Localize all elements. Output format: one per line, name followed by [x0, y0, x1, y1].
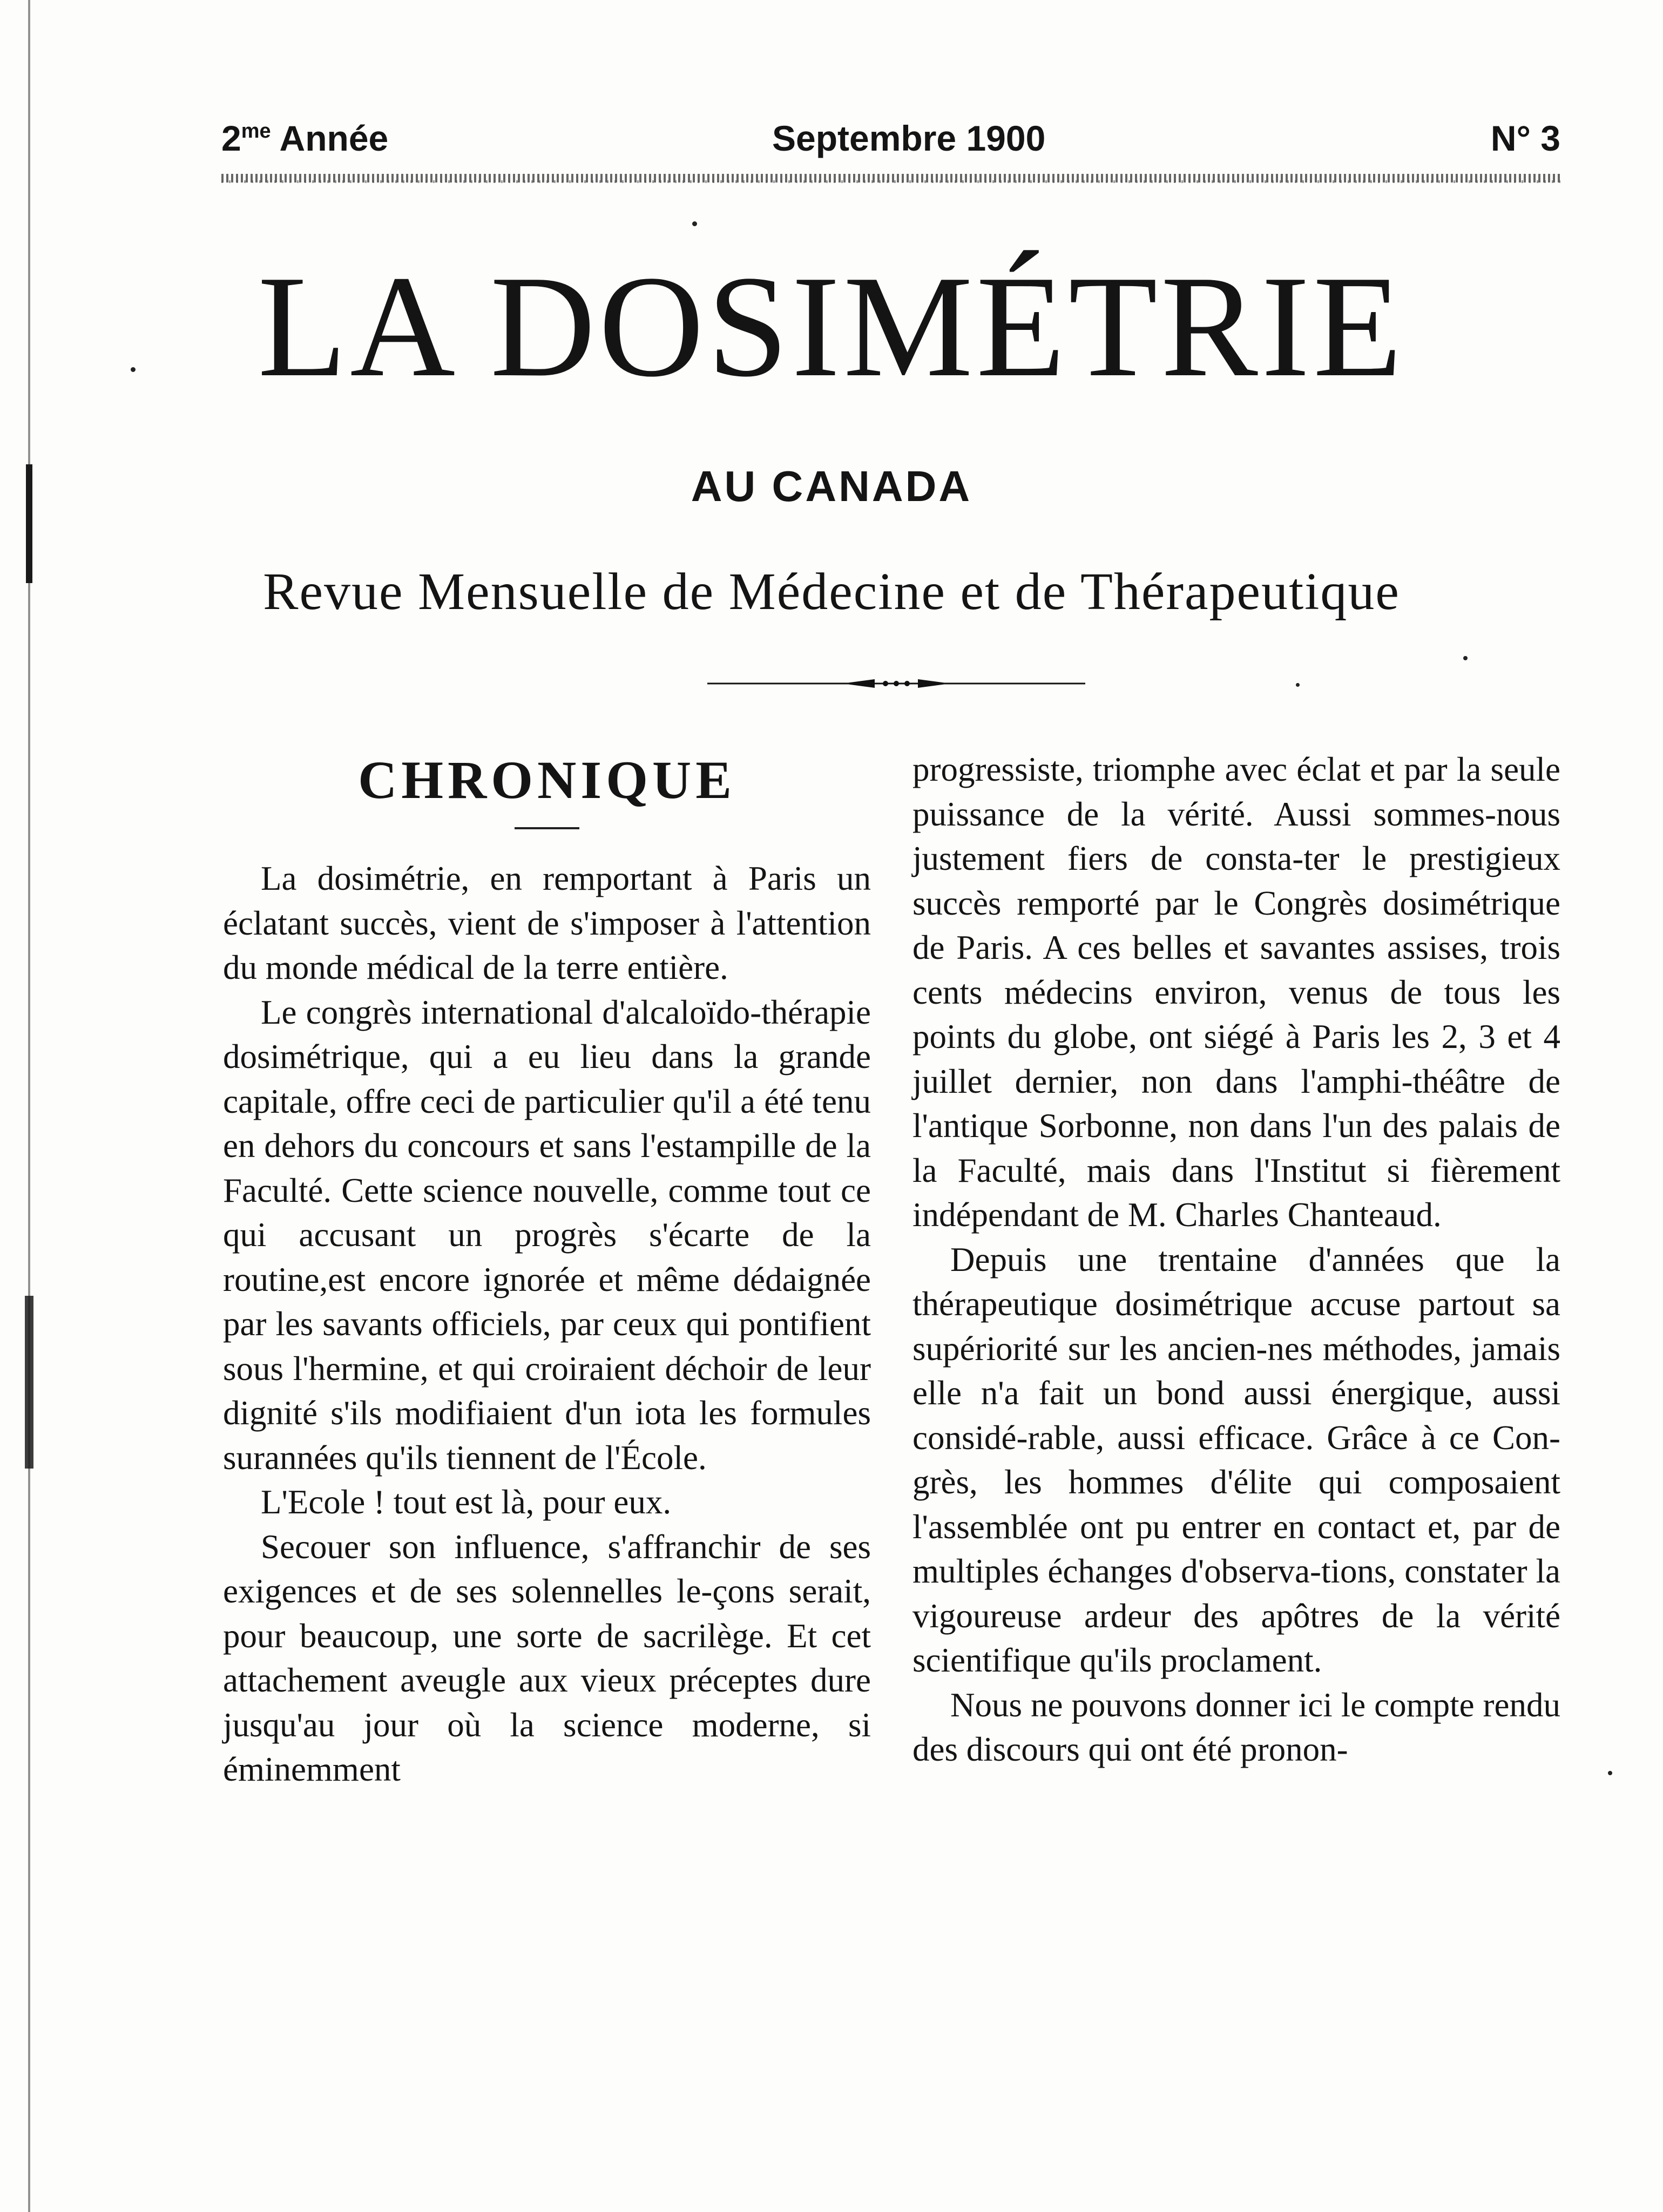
header-rule — [221, 180, 1560, 183]
paragraph: Depuis une trentaine d'années que la thérapeutique dosimétrique accuse partout sa supériorité sur les ancien-nes méthodes, jamais elle n'a fait un bond aussi énergique, aussi considé-rable, aussi efficace. Grâce à ce Con-grès, les hommes d'élite qui composaient l'assemblée ont pu entrer en contact et, par de multiples échanges d'observa-tions, constater la vigoureuse ardeur des apôtres de la vérité scientifique qu'ils proclament. — [912, 1240, 1560, 1679]
issue-date: Septembre 1900 — [772, 118, 1046, 158]
masthead-tagline: Revue Mensuelle de Médecine et de Thérapeutique — [263, 563, 1400, 621]
binding-mark — [25, 1296, 33, 1469]
paragraph: La dosimétrie, en remportant à Paris un éclatant succès, vient de s'imposer à l'attention du monde médical de la terre entière. — [223, 860, 871, 986]
paragraph: Nous ne pouvons donner ici le compte rendu des discours qui ont été pronon- — [912, 1686, 1560, 1768]
speck — [1608, 1771, 1612, 1775]
paragraph: L'Ecole ! tout est là, pour eux. — [261, 1483, 672, 1521]
ornament-divider — [707, 676, 1085, 691]
article-title: CHRONIQUE — [358, 750, 736, 810]
paragraph: Secouer son influence, s'affranchir de ses exigences et de ses solennelles le-çons serait, pour beaucoup, une sorte de sacrilège. Et cet attachement aveugle aux vieux préceptes dure jusqu'au jour où la science moderne, si éminemment — [223, 1527, 871, 1788]
article-column-right — [912, 747, 1560, 1772]
paragraph: progressiste, triomphe avec éclat et par la seule puissance de la vérité. Aussi sommes-nous justement fiers de consta-ter le prestigieux succès remporté par le Congrès dosimétrique de Paris. A ces belles et savantes assises, trois cents médecins environ, venus de tous les points du globe, ont siégé à Paris les 2, 3 et 4 juillet dernier, non dans l'amphi-théâtre de l'antique Sorbonne, non dans l'un des palais de la Faculté, mais dans l'Institut si fièrement indépendant de M. Charles Chanteaud. — [912, 750, 1560, 1234]
masthead-subtitle: AU CANADA — [691, 462, 972, 510]
masthead-title: LA DOSIMÉTRIE — [258, 246, 1405, 407]
issue-number: N° 3 — [1490, 118, 1560, 158]
article-column-left — [223, 745, 871, 1792]
title-rule — [515, 827, 579, 829]
speck — [1296, 683, 1300, 687]
paragraph: Le congrès international d'alcaloïdo-thérapie dosimétrique, qui a eu lieu dans la grande capitale, offre ceci de particulier qu'il a été tenu en dehors du concours et sans l'estampille de la Faculté. Cette science nouvelle, comme tout ce qui accusant un progrès s'écarte de la routine,est encore ignorée et même dédaignée par les savants officiels, par ceux qui pontifient sous l'hermine, et qui croiraient déchoir de leur dignité s'ils modifiaient d'un iota les formules surannées qu'ils tiennent de l'École. — [223, 993, 871, 1477]
volume-year: $2^{me}$ Année — [221, 118, 389, 158]
issue-header — [221, 108, 1560, 167]
speck — [1463, 656, 1468, 660]
speck — [692, 221, 697, 226]
